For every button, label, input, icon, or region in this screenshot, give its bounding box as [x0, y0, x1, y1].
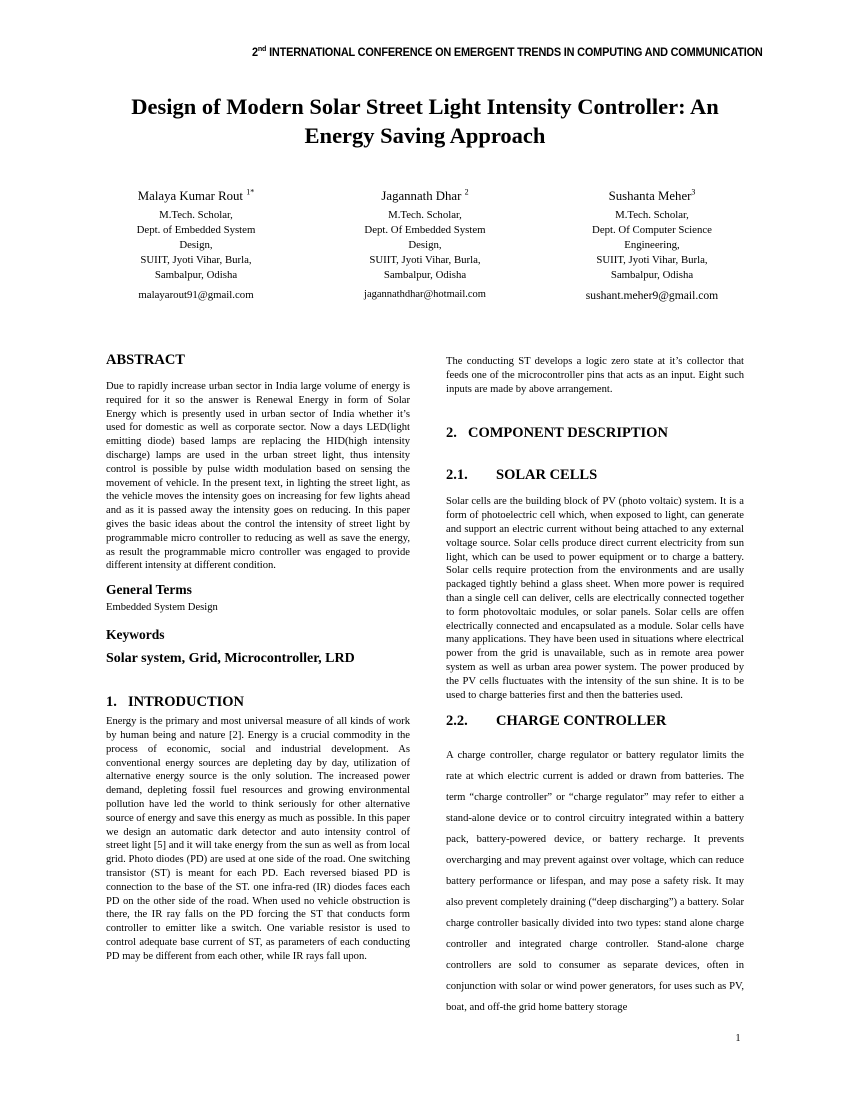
running-head-text: INTERNATIONAL CONFERENCE ON EMERGENT TRENDS IN COMPUTING AND COMMUNICATION [266, 47, 763, 59]
author-affiliation-mark: 1* [246, 187, 255, 197]
keywords-text: Solar system, Grid, Microcontroller, LRD [106, 651, 355, 667]
section-heading-component-description [446, 425, 744, 442]
paper-title [0, 92, 850, 150]
author-affiliation-line: Design, [408, 239, 442, 251]
subsection-title: CHARGE CONTROLLER [496, 713, 667, 730]
section-number: 1. [106, 694, 117, 711]
author-affiliation-line: Sambalpur, Odisha [154, 269, 238, 281]
general-terms-heading: General Terms [106, 582, 192, 598]
abstract-text: Due to rapidly increase urban sector in India large volume of energy is required for it so the answer is Renewal Energy in form of Solar Energy which is presently used in urban sector of India whether it’s used for domestic as well as corporate sector. Now a days LED(light emitting diode) based lamps are replacing the HID(high intensity discharge) lamps are used in the urban street light, thus intensity control is possible by pulse width modulation based on sensing the movement of vehicle. In the present text, in lighting the street light, as the vehicle moves the intensity goes on increasing for few lights ahead and as it is passed away the intensity goes on reducing. In this paper gives the basic ideas about the control the intensity of street light by programmable micro controller to reducing as well as save the energy, as result the programmable micro controller was engaged to provide different intensity at different condition. [106, 381, 410, 572]
author-affiliation-line: M.Tech. Scholar, [615, 209, 689, 221]
author-affiliation-line: Sambalpur, Odisha [383, 269, 467, 281]
author-block-1 [76, 188, 316, 301]
author-affiliation-line: Dept. of Embedded System [136, 224, 256, 236]
section-title: INTRODUCTION [128, 694, 245, 711]
author-affiliation-mark: 2 [464, 187, 469, 197]
author-name-text: Jagannath Dhar [381, 189, 465, 203]
author-affiliation-line: SUIIT, Jyoti Vihar, Burla, [369, 254, 481, 266]
author-block-3 [532, 188, 772, 302]
subsection-number: 2.2. [446, 713, 468, 730]
author-email: sushant.meher9@gmail.com [585, 289, 719, 302]
subsection-number: 2.1. [446, 467, 468, 484]
author-name-text: Sushanta Meher [608, 189, 692, 203]
left-column [106, 352, 410, 964]
author-block-2 [305, 188, 545, 300]
author-name-text: Malaya Kumar Rout [137, 189, 247, 203]
author-affiliation-line: Sambalpur, Odisha [610, 269, 694, 281]
author-affiliation-line: Dept. Of Embedded System [364, 224, 486, 236]
author-affiliation-line: Design, [179, 239, 213, 251]
author-email: malayarout91@gmail.com [138, 289, 254, 301]
section-title: COMPONENT DESCRIPTION [468, 425, 668, 442]
running-head-prefix: 2 [252, 47, 258, 59]
author-name [76, 188, 316, 204]
abstract-heading: ABSTRACT [106, 352, 185, 368]
running-head-superscript: nd [257, 44, 267, 54]
right-column [446, 355, 744, 1018]
charge-controller-text: A charge controller, charge regulator or battery regulator limits the rate at which electric current is added or drawn from batteries. The term “charge controller” or “charge regulator” may refer to either a stand-alone device or to control circuitry integrated within a battery pack, battery-powered device, or battery recharge. It prevents overcharging and may prevent against over voltage, which can reduce battery performance or lifespan, and may pose a safety risk. It may also prevent completely draining (“deep discharging”) a battery. Solar charge controller basically divided into two types: stand alone charge controller and integrated charge controller. Stand-alone charge controllers are sold to consumer as separate devices, often in conjunction with solar or wind power generators, for uses such as PV, boat, and off-the grid home battery storage [446, 750, 744, 1014]
continuation-text: The conducting ST develops a logic zero state at it’s collector that feeds one of the microcontroller pins that acts as an input. Eight such inputs are made by above arrangement. [446, 356, 744, 395]
author-affiliation-line: Dept. Of Computer Science [592, 224, 712, 236]
solar-cells-text: Solar cells are the building block of PV (photo voltaic) system. It is a form of photoelectric cell which, when exposed to light, can generate and support an electric current without being attached to any external voltage source. Solar cells produce direct current electricity from sun light, which can be used to power equipment or to charge a battery. Solar cells require protection from the environments and are usally packaged tightly behind a glass sheet. When more power is required than a single cell can deliver, cells are electrically connected together to form photovoltaic modules, or solar panels. Solar cells are offen electrically connected and encapsulated as a module. Solar cells have many applications. They have been used in situations where electrical power from the grid is unavailable, such as in remote area power system as well as urban area power system. The power produced by the PV cells fluctuates with the intensity of the sun shine. It is to be used to charge batteries first and then the batteries used. [446, 496, 744, 701]
general-terms-text: Embedded System Design [106, 602, 218, 614]
author-email: jagannathdhar@hotmail.com [364, 289, 486, 300]
section-heading-introduction [106, 694, 410, 711]
author-name [532, 188, 772, 204]
author-affiliation-line: SUIIT, Jyoti Vihar, Burla, [140, 254, 252, 266]
author-affiliation-line: M.Tech. Scholar, [159, 209, 233, 221]
subsection-heading-solar-cells [446, 467, 744, 484]
keywords-heading: Keywords [106, 627, 165, 643]
author-affiliation-line: M.Tech. Scholar, [388, 209, 462, 221]
introduction-text: Energy is the primary and most universal measure of all kinds of work by human being and nature [2]. Energy is a crucial commodity in the process of economic, social and industrial development. As conventional energy sources are depleting day by day, utilization of alternative energy source is the only solution. The increased power demand, depleting fossil fuel resources and growing environmental pollution have led the world to think seriously for other alternative source of energy and save this energy as much as possible. In this paper we design an automatic dark detector and auto intensity control of street light [5] and it will take energy from the sun as well as from local grid. Photo diodes (PD) are used at one side of the road. One switching transistor (ST) is meant for each PD. Each reversed biased PD is connection to the base of the ST. one infra-red (IR) diodes faces each PD on the other side of the road. When used no vehicle obstruction is there, the IR ray falls on the PD forcing the ST that conducts form controller to emitter like a switch. One variable resistor is used to control adequate base current of ST, as parameters of each conducting PD may be different from each other, while IR rays fall upon. [106, 716, 410, 962]
subsection-title: SOLAR CELLS [496, 467, 598, 484]
author-affiliation-mark: 3 [691, 187, 696, 197]
subsection-heading-charge-controller [446, 713, 744, 730]
conference-running-head [252, 44, 763, 59]
page-number: 1 [735, 1033, 741, 1044]
author-affiliation-line: SUIIT, Jyoti Vihar, Burla, [596, 254, 708, 266]
paper-title-line1: Design of Modern Solar Street Light Intensity Controller: An [131, 94, 719, 119]
section-number: 2. [446, 425, 457, 442]
paper-title-line2: Energy Saving Approach [304, 123, 546, 148]
author-affiliation-line: Engineering, [624, 239, 680, 251]
author-name [305, 188, 545, 204]
